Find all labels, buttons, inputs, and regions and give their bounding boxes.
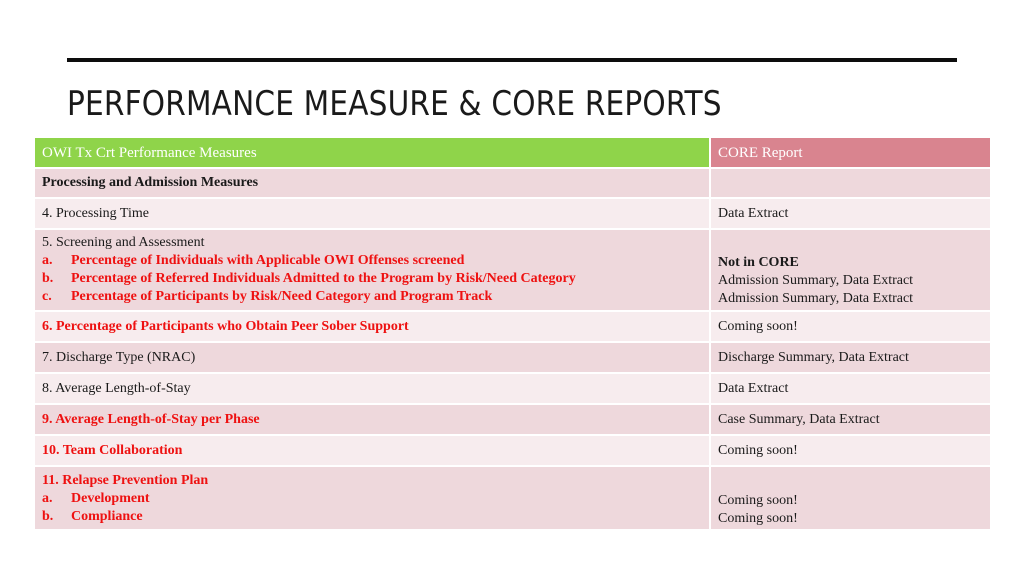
report-line: Not in CORE: [718, 255, 799, 270]
table-header-row: [35, 138, 990, 168]
title-rule: [67, 58, 957, 62]
sub-text: Percentage of Participants by Risk/Need Category and Program Track: [71, 289, 493, 304]
table-row: [35, 168, 990, 198]
table-row: [35, 342, 990, 373]
sub-measure: [42, 270, 702, 288]
report-cell: Case Summary, Data Extract: [710, 404, 990, 435]
sub-text: Compliance: [71, 509, 143, 524]
sub-letter: b.: [42, 509, 54, 524]
table-row: [35, 404, 990, 435]
section-label: Processing and Admission Measures: [35, 168, 710, 198]
report-cell: Coming soon!: [710, 311, 990, 342]
measure-cell: [35, 229, 710, 311]
measure-heading: 5. Screening and Assessment: [42, 235, 205, 250]
sub-letter: a.: [42, 491, 53, 506]
sub-text: Development: [71, 491, 150, 506]
measure-cell: 7. Discharge Type (NRAC): [35, 342, 710, 373]
header-measures: OWI Tx Crt Performance Measures: [35, 138, 710, 168]
measure-cell: 10. Team Collaboration: [35, 435, 710, 466]
sub-text: Percentage of Referred Individuals Admitted to the Program by Risk/Need Category: [71, 271, 576, 286]
sub-letter: c.: [42, 289, 52, 304]
performance-measures-table: [35, 138, 990, 531]
sub-letter: a.: [42, 253, 53, 268]
table-row: [35, 229, 990, 311]
table-row: [35, 373, 990, 404]
measure-cell: 6. Percentage of Participants who Obtain Peer Sober Support: [35, 311, 710, 342]
table-row: [35, 311, 990, 342]
report-line: Coming soon!: [718, 493, 798, 508]
report-cell: Data Extract: [710, 373, 990, 404]
sub-measure: [42, 252, 702, 270]
report-cell: [710, 229, 990, 311]
report-cell: Coming soon!: [710, 435, 990, 466]
report-line: Admission Summary, Data Extract: [718, 273, 914, 288]
empty-cell: [710, 168, 990, 198]
measure-heading: 11. Relapse Prevention Plan: [42, 473, 209, 488]
sub-measure: [42, 288, 702, 306]
table-row: [35, 435, 990, 466]
sub-letter: b.: [42, 271, 54, 286]
report-line: Coming soon!: [718, 511, 798, 526]
report-cell: Data Extract: [710, 198, 990, 229]
measure-cell: [35, 466, 710, 530]
report-cell: Discharge Summary, Data Extract: [710, 342, 990, 373]
report-line: Admission Summary, Data Extract: [718, 291, 914, 306]
sub-text: Percentage of Individuals with Applicable OWI Offenses screened: [71, 253, 465, 268]
measure-cell: 8. Average Length-of-Stay: [35, 373, 710, 404]
table-row: [35, 198, 990, 229]
measure-cell: 4. Processing Time: [35, 198, 710, 229]
header-core-report: CORE Report: [710, 138, 990, 168]
report-cell: [710, 466, 990, 530]
table-row: [35, 466, 990, 530]
page-title: PERFORMANCE MEASURE & CORE REPORTS: [67, 84, 722, 124]
sub-measure: [42, 490, 702, 508]
measure-cell: 9. Average Length-of-Stay per Phase: [35, 404, 710, 435]
sub-measure: [42, 508, 702, 526]
